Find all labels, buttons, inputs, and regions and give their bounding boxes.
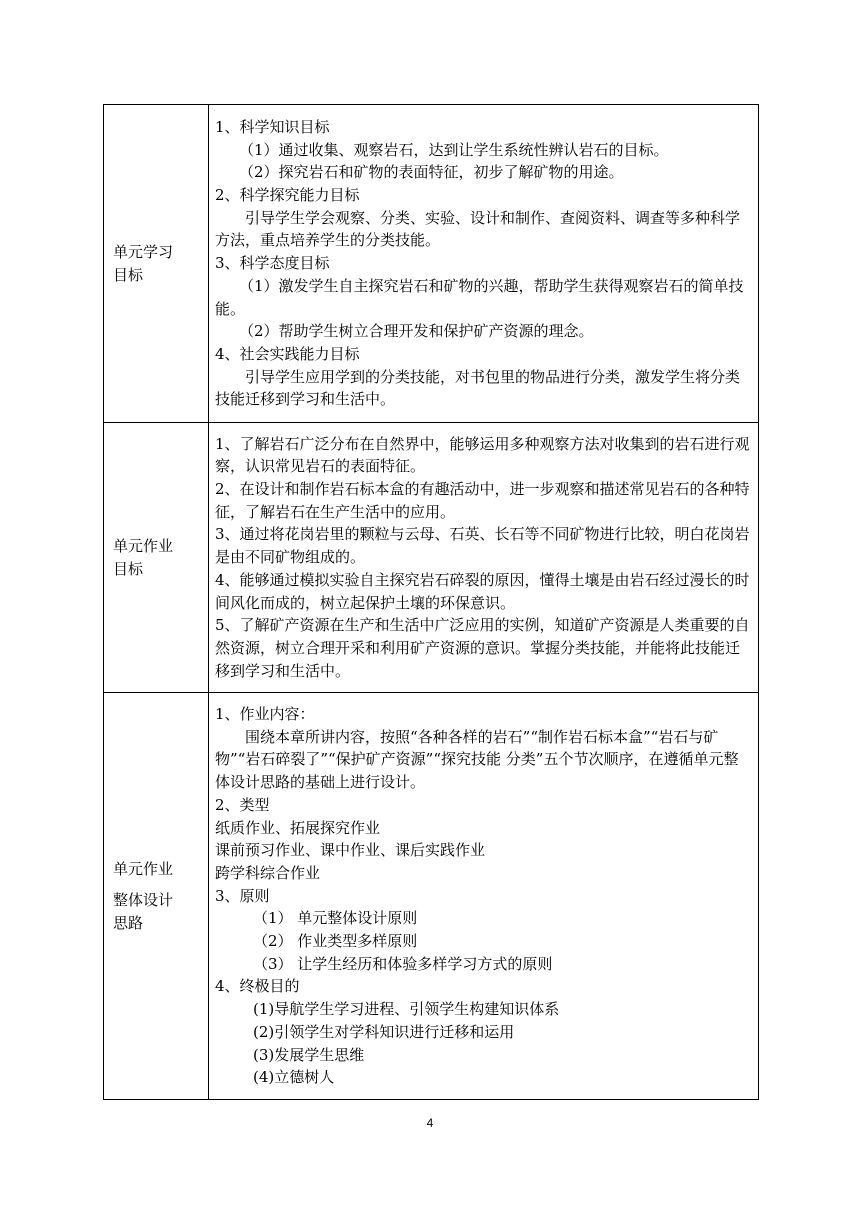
unit-design-table: [103, 104, 759, 1100]
label-line: 思路: [113, 913, 144, 932]
paragraph: 5、了解矿产资源在生产和生活中广泛应用的实例，知道矿产资源是人类重要的自然资源，树立合理开采和利用矿产资源的意识。掌握分类技能，并能将此技能迁移到学习和生活中。: [215, 616, 750, 680]
list-item: (3)发展学生思维: [253, 1045, 365, 1064]
list-item: （1）通过收集、观察岩石，达到让学生系统性辨认岩石的目标。: [239, 140, 669, 159]
table-row-learning-goals: [104, 105, 759, 423]
section-heading: 4、终极目的: [215, 977, 300, 996]
paragraph: 3、通过将花岗岩里的颗粒与云母、石英、长石等不同矿物进行比较，明白花岗岩是由不同矿物组成的。: [215, 525, 750, 567]
section-heading: 1、科学知识目标: [215, 117, 330, 136]
list-item: (2)引领学生对学科知识进行迁移和运用: [253, 1022, 515, 1041]
row-label-learning-goals: [104, 105, 209, 423]
table-row-design-ideas: [104, 693, 759, 1100]
homework-goals-content: [209, 423, 759, 693]
table-row-homework-goals: [104, 423, 759, 693]
learning-goals-content: [209, 105, 759, 423]
paragraph: 1、了解岩石广泛分布在自然界中，能够运用多种观察方法对收集到的岩石进行观察，认识常见岩石的表面特征。: [215, 434, 750, 476]
section-heading: 1、作业内容：: [215, 705, 315, 724]
label-line: 目标: [113, 265, 144, 284]
list-item: （2）帮助学生树立合理开发和保护矿产资源的理念。: [239, 322, 594, 341]
section-heading: 3、原则: [215, 886, 270, 905]
label-line: 单元作业: [113, 536, 174, 555]
list-item: （3） 让学生经历和体验多样学习方式的原则: [253, 954, 553, 973]
section-heading: 2、类型: [215, 795, 270, 814]
list-item: 课前预习作业、课中作业、课后实践作业: [215, 841, 486, 860]
paragraph: 引导学生应用学到的分类技能，对书包里的物品进行分类，激发学生将分类技能迁移到学习和生活中。: [215, 367, 741, 409]
row-label-design-ideas: [104, 693, 209, 1100]
list-item: (4)立德树人: [253, 1068, 335, 1087]
row-label-homework-goals: [104, 423, 209, 693]
label-line: 目标: [113, 559, 144, 578]
section-heading: 3、科学态度目标: [215, 254, 330, 273]
page-number: 4: [426, 1116, 434, 1130]
paragraph: 4、能够通过模拟实验自主探究岩石碎裂的原因，懂得土壤是由岩石经过漫长的时间风化而成的，树立起保护土壤的环保意识。: [215, 570, 750, 612]
design-ideas-content: [209, 693, 759, 1100]
section-heading: 4、社会实践能力目标: [215, 344, 360, 363]
list-item: (1)导航学生学习进程、引领学生构建知识体系: [253, 1000, 560, 1019]
label-line: 单元作业: [113, 859, 174, 878]
paragraph: 2、在设计和制作岩石标本盒的有趣活动中，进一步观察和描述常见岩石的各种特征，了解岩石在生产生活中的应用。: [215, 480, 750, 521]
paragraph: 引导学生学会观察、分类、实验、设计和制作、查阅资料、调查等多种科学方法，重点培养学生的分类技能。: [215, 208, 741, 250]
list-item: （1） 单元整体设计原则: [253, 909, 418, 928]
list-item: 跨学科综合作业: [215, 863, 321, 882]
paragraph: （1）激发学生自主探究岩石和矿物的兴趣，帮助学生获得观察岩石的简单技能。: [215, 276, 744, 318]
list-item: （2） 作业类型多样原则: [253, 932, 418, 951]
paragraph: 围绕本章所讲内容，按照“各种各样的岩石”“制作岩石标本盒”“岩石与矿物”“岩石碎裂了”“保护矿产资源”“探究技能 分类”五个节次顺序，在遵循单元整体设计思路的基础上进行设计。: [215, 727, 739, 792]
list-item: （2）探究岩石和矿物的表面特征，初步了解矿物的用途。: [239, 163, 624, 182]
section-heading: 2、科学探究能力目标: [215, 186, 360, 205]
label-line: 整体设计: [113, 890, 174, 909]
label-line: 单元学习: [113, 242, 174, 261]
list-item: 纸质作业、拓展探究作业: [215, 818, 381, 837]
